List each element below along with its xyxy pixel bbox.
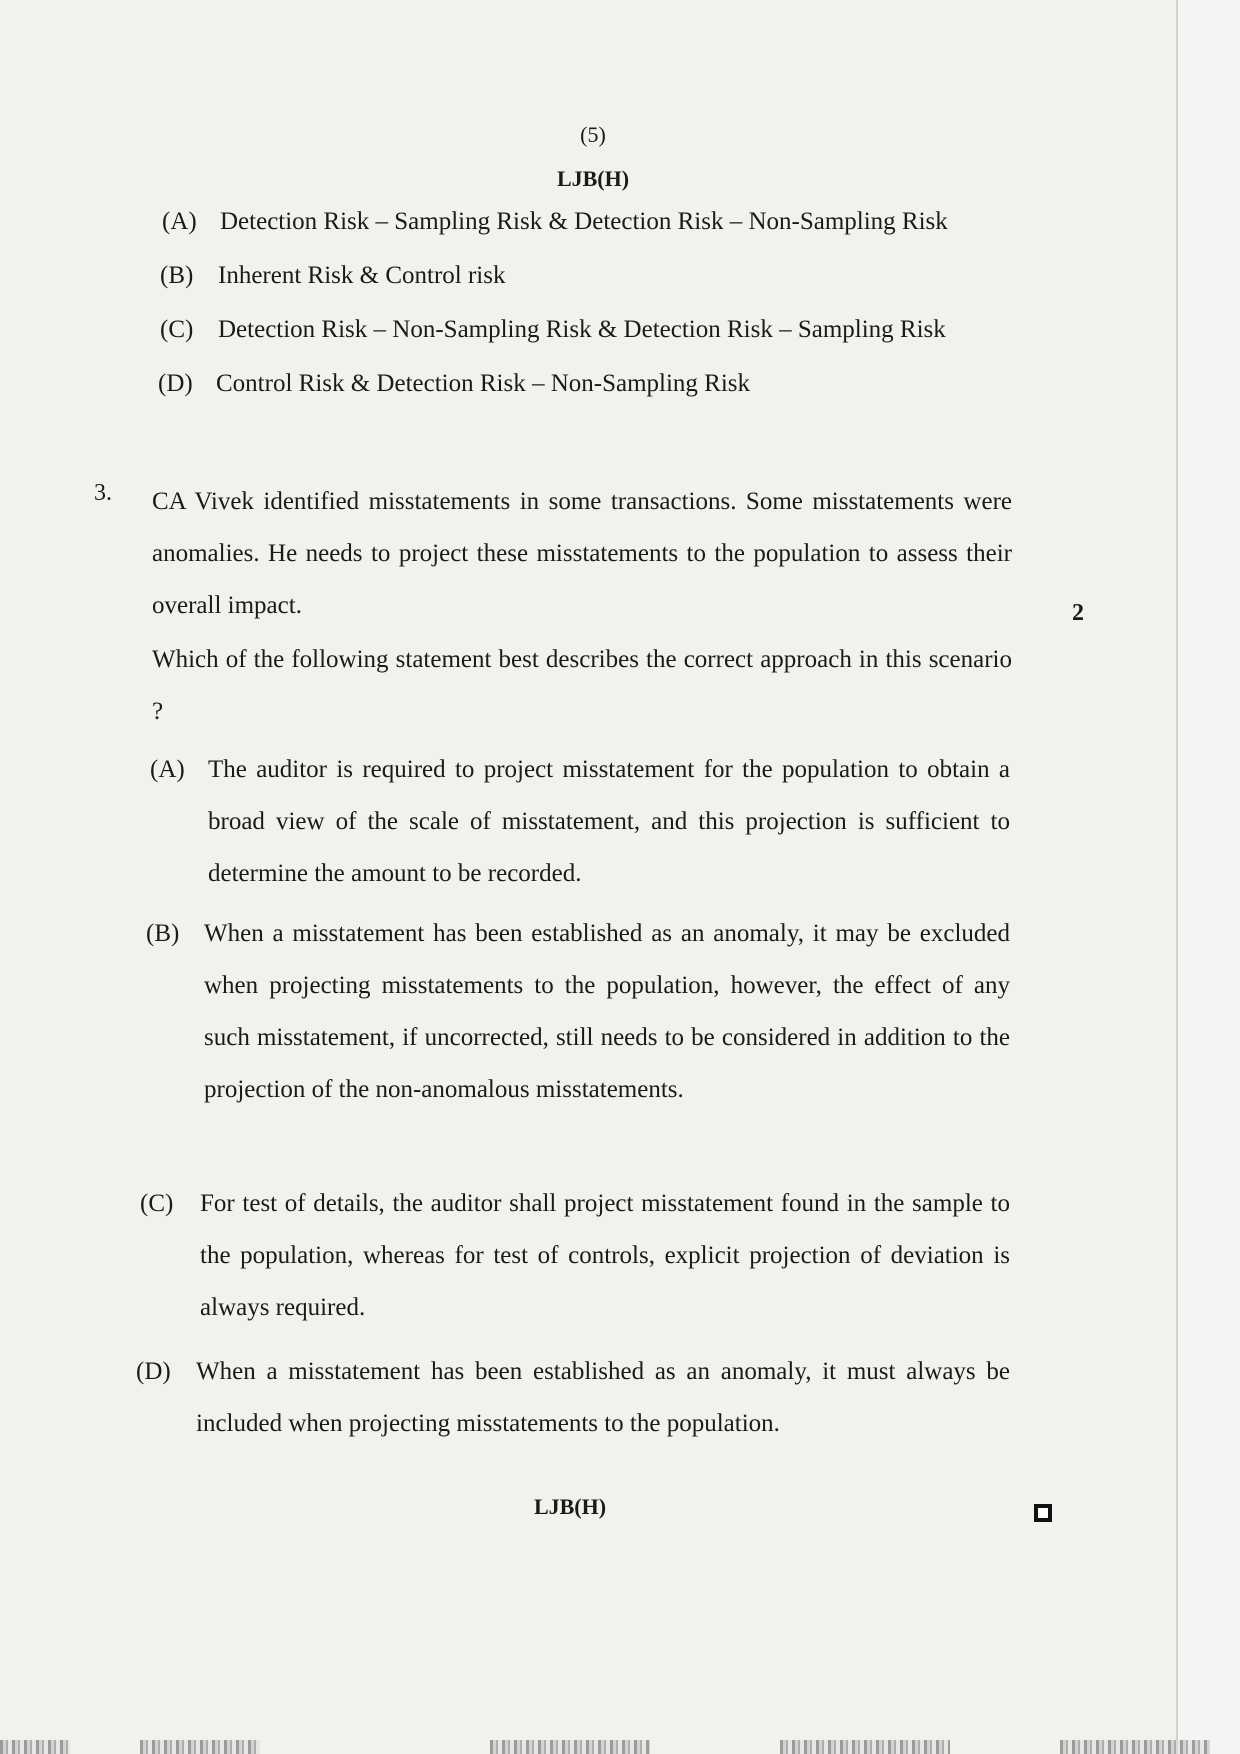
q3-option-c xyxy=(140,1178,1012,1338)
scan-noise-strip xyxy=(490,1740,650,1754)
q3-option-a-label: (A) xyxy=(150,756,185,783)
scan-noise-strip xyxy=(0,1740,70,1754)
q2-option-c-label: (C) xyxy=(160,316,194,343)
q2-option-c-text: Detection Risk – Non-Sampling Risk & Detection Risk – Sampling Risk xyxy=(218,316,946,343)
page-number: (5) xyxy=(580,122,606,147)
q2-option-a-text: Detection Risk – Sampling Risk & Detection Risk – Non-Sampling Risk xyxy=(220,208,948,235)
paper-code-footer: LJB(H) xyxy=(533,1494,607,1519)
q3-option-b-label: (B) xyxy=(146,920,180,947)
q2-option-a-label: (A) xyxy=(162,208,197,235)
q3-option-b-text: When a misstatement has been established as an anomaly, it may be excluded when projecting misstatements to the population, however, the effect of any such misstatement, if uncorrected, still needs to be considered in addition to the projection of the non-anomalous misstatements. xyxy=(204,920,1010,1103)
q2-option-d xyxy=(158,370,750,398)
scan-noise-strip xyxy=(1060,1740,1210,1754)
q3-option-d-label: (D) xyxy=(136,1358,171,1385)
square-marker-icon xyxy=(1034,1504,1052,1522)
q2-option-c xyxy=(160,316,946,344)
q2-option-b-label: (B) xyxy=(160,262,194,289)
paper-code-header: LJB(H) xyxy=(556,166,630,191)
scan-noise-strip xyxy=(140,1740,260,1754)
q2-option-b-text: Inherent Risk & Control risk xyxy=(218,262,506,289)
question-stem: CA Vivek identified misstatements in some transactions. Some misstatements were anomalies. He needs to project these misstatements to the population to assess their overall impact. xyxy=(152,488,1012,619)
q3-option-c-text: For test of details, the auditor shall project misstatement found in the sample to the population, whereas for test of controls, explicit projection of deviation is always required. xyxy=(200,1190,1010,1321)
question-marks: 2 xyxy=(1072,600,1084,626)
q3-option-a-text: The auditor is required to project misstatement for the population to obtain a broad view of the scale of misstatement, and this projection is sufficient to determine the amount to be recorded. xyxy=(208,756,1010,887)
q2-option-d-text: Control Risk & Detection Risk – Non-Sampling Risk xyxy=(216,370,751,397)
q2-option-a xyxy=(162,208,948,236)
question-prompt: Which of the following statement best describes the correct approach in this scenario ? xyxy=(152,646,1012,725)
q2-option-d-label: (D) xyxy=(158,370,193,397)
q2-option-b xyxy=(160,262,505,290)
question-number: 3. xyxy=(94,480,112,506)
q3-option-c-label: (C) xyxy=(140,1190,174,1217)
scan-noise-strip xyxy=(780,1740,950,1754)
q3-option-d xyxy=(136,1346,1012,1456)
q3-option-a xyxy=(150,744,1012,904)
q3-option-d-text: When a misstatement has been established as an anomaly, it must always be included when projecting misstatements to the population. xyxy=(196,1358,1010,1437)
q3-option-b xyxy=(146,908,1012,1178)
